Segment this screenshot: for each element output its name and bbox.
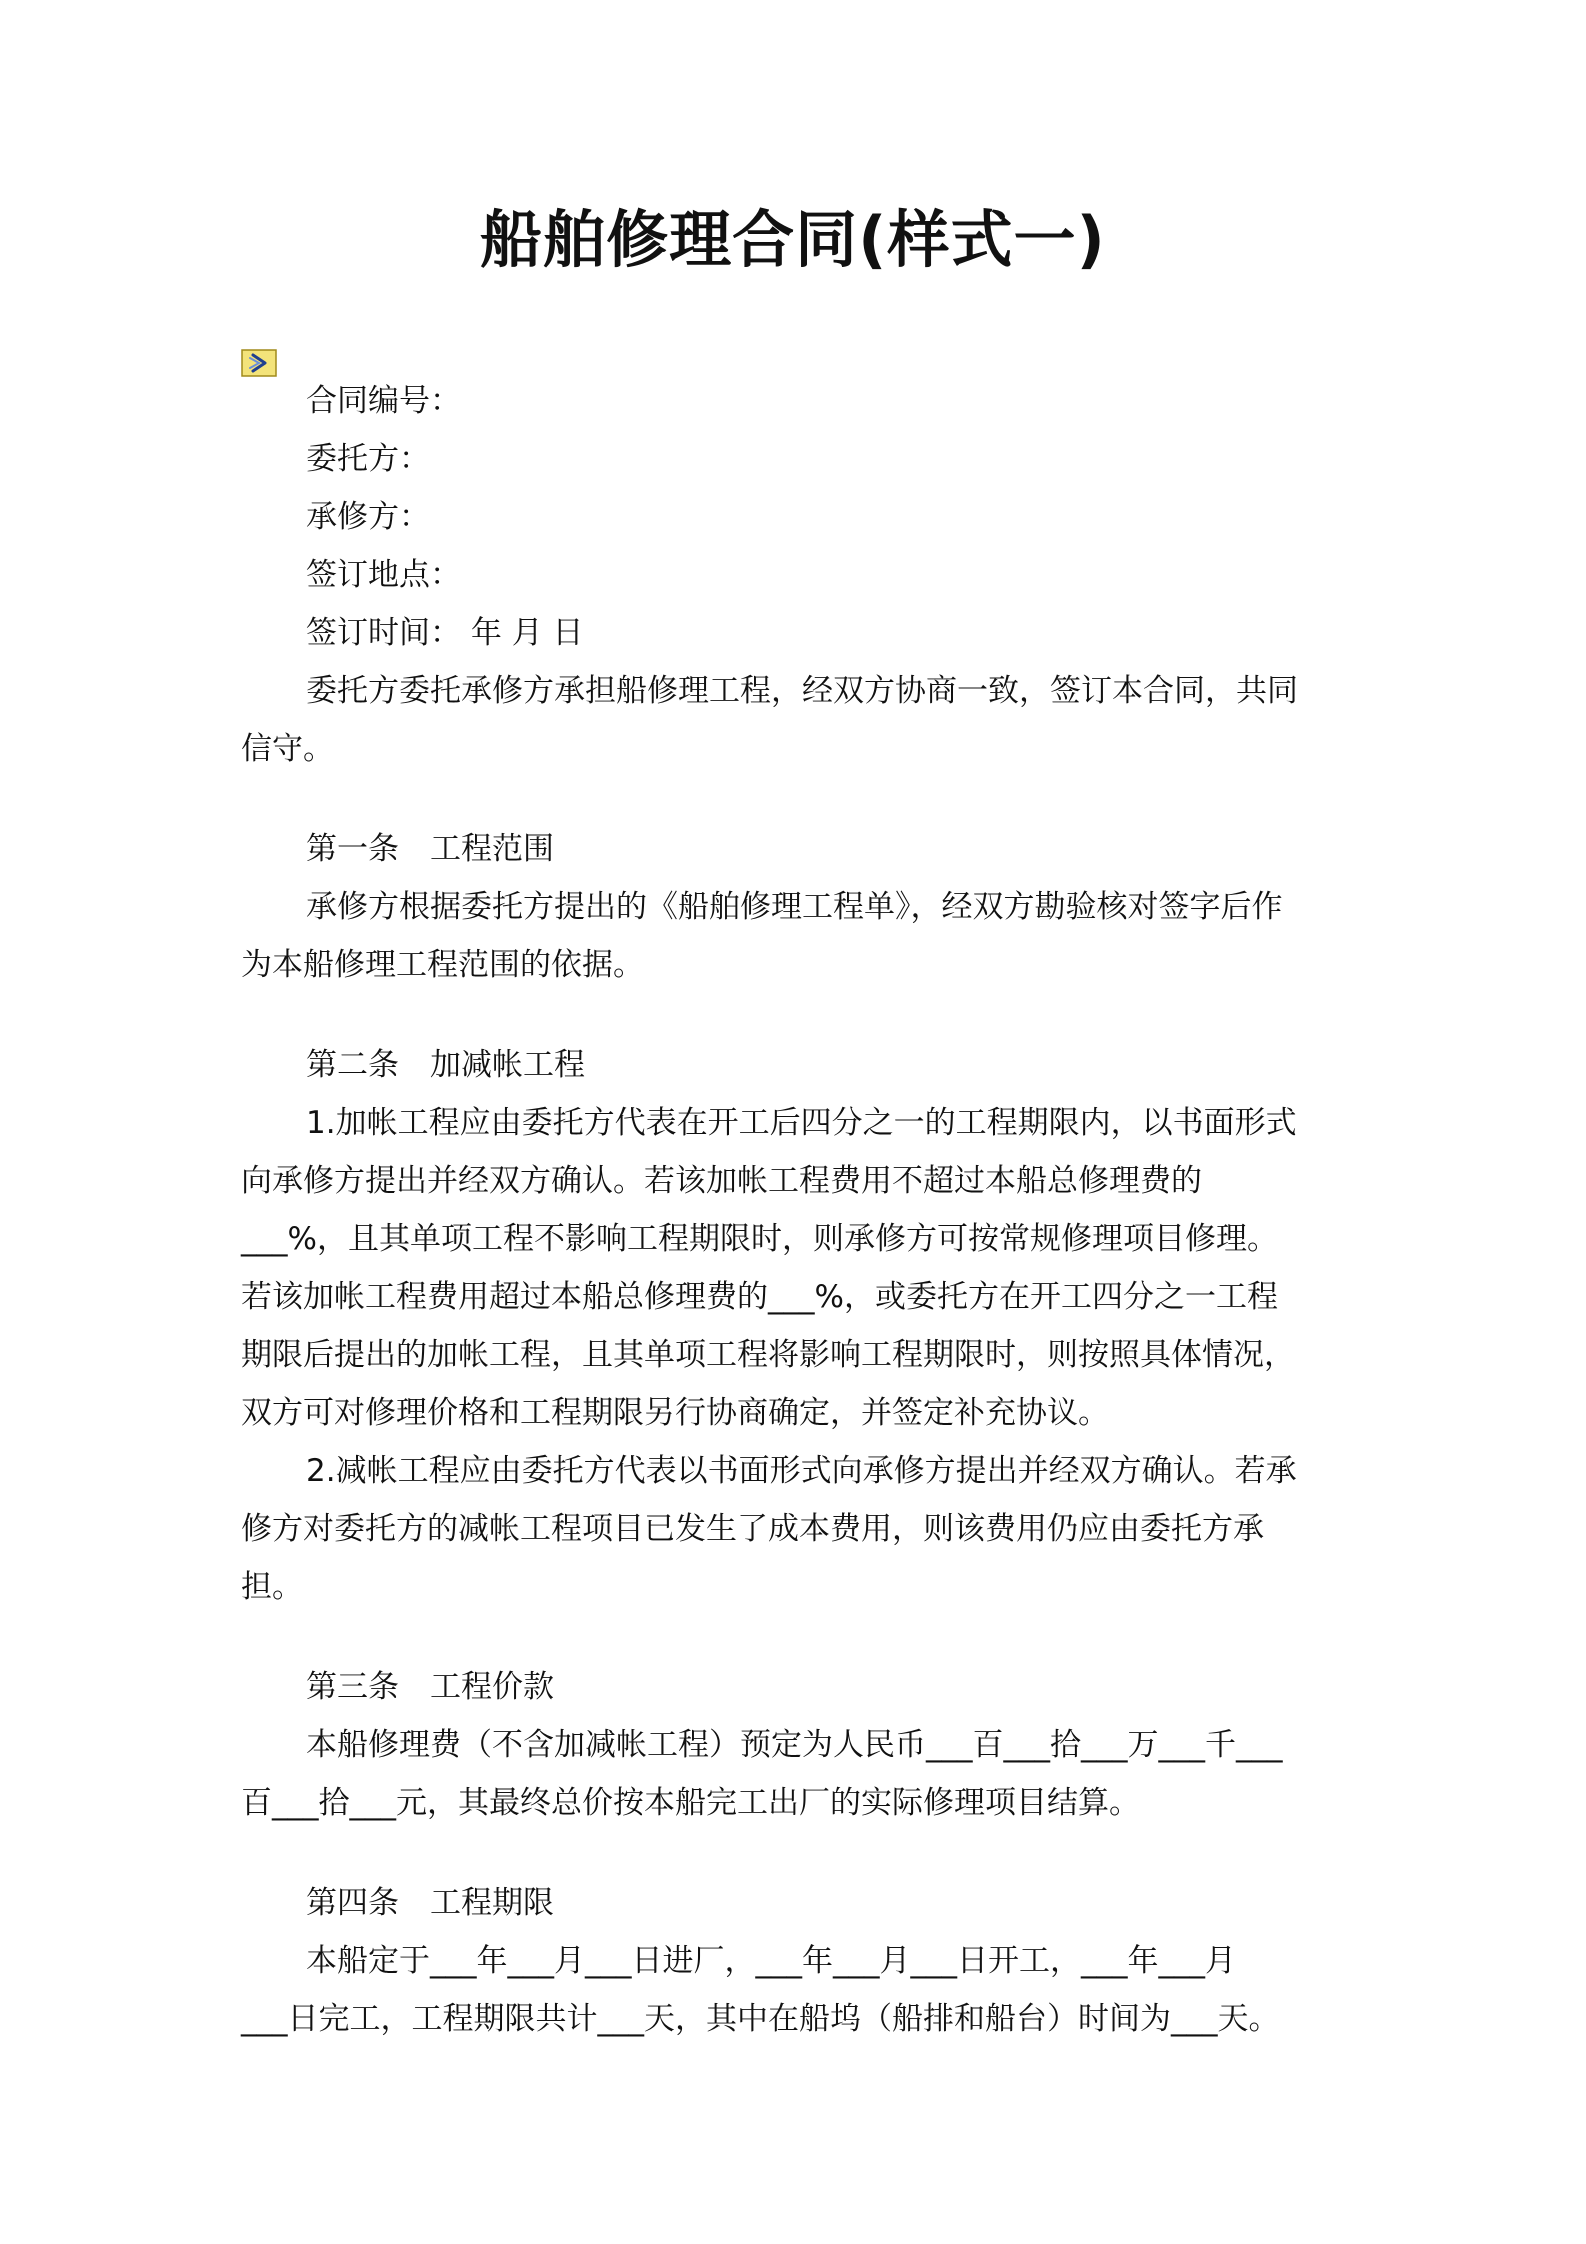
article-title: 工程期限 [430, 1885, 554, 1921]
article-line: 承修方根据委托方提出的《船舶修理工程单》，经双方勘验核对签字后作 [306, 889, 1283, 925]
intro-line: 信守。 [241, 731, 334, 767]
article-line: 修方对委托方的减帐工程项目已发生了成本费用，则该费用仍应由委托方承 [241, 1511, 1264, 1547]
article-title: 加减帐工程 [430, 1047, 585, 1083]
article-number: 第四条 [306, 1885, 399, 1921]
article-line: 2.减帐工程应由委托方代表以书面形式向承修方提出并经双方确认。若承 [306, 1453, 1297, 1489]
article-heading [241, 1036, 1349, 1094]
document-title: 船舶修理合同(样式一) [480, 203, 1106, 276]
client-field: 委托方： [306, 441, 430, 477]
article-line: 本船定于___年___月___日进厂，___年___月___日开工，___年___月 [306, 1943, 1236, 1979]
intro-line: 委托方委托承修方承担船修理工程，经双方协商一致，签订本合同，共同 [306, 673, 1298, 709]
article-line: 向承修方提出并经双方确认。若该加帐工程费用不超过本船总修理费的 [241, 1163, 1202, 1199]
contract-number-field: 合同编号： [306, 383, 461, 419]
article-line: 本船修理费（不含加减帐工程）预定为人民币___百___拾___万___千___ [306, 1727, 1283, 1763]
article-line: 为本船修理工程范围的依据。 [241, 947, 644, 983]
article-number: 第三条 [306, 1669, 399, 1705]
article-number: 第二条 [306, 1047, 399, 1083]
spacer [241, 778, 1349, 820]
article-title: 工程价款 [430, 1669, 554, 1705]
article-heading [241, 1874, 1349, 1932]
article-line: 1.加帐工程应由委托方代表在开工后四分之一的工程期限内，以书面形式 [306, 1105, 1297, 1141]
article-line: 若该加帐工程费用超过本船总修理费的___%，或委托方在开工四分之一工程 [241, 1279, 1278, 1315]
article-line: ___日完工，工程期限共计___天，其中在船坞（船排和船台）时间为___天。 [241, 2001, 1280, 2037]
article-number: 第一条 [306, 831, 399, 867]
sign-place-field: 签订地点： [306, 557, 461, 593]
spacer [241, 1616, 1349, 1658]
spacer [241, 1832, 1349, 1874]
sign-time-field: 签订时间： 年 月 日 [306, 615, 584, 651]
spacer [241, 994, 1349, 1036]
article-heading [241, 1658, 1349, 1716]
article-line: 期限后提出的加帐工程，且其单项工程将影响工程期限时，则按照具体情况， [241, 1337, 1295, 1373]
article-line: 双方可对修理价格和工程期限另行协商确定，并签定补充协议。 [241, 1395, 1109, 1431]
article-heading [241, 820, 1349, 878]
article-line: ___%，且其单项工程不影响工程期限时，则承修方可按常规修理项目修理。 [241, 1221, 1278, 1257]
article-line: 担。 [241, 1569, 303, 1605]
article-line: 百___拾___元，其最终总价按本船完工出厂的实际修理项目结算。 [241, 1785, 1140, 1821]
document-body [241, 372, 1349, 2048]
article-title: 工程范围 [430, 831, 554, 867]
contractor-field: 承修方： [306, 499, 430, 535]
